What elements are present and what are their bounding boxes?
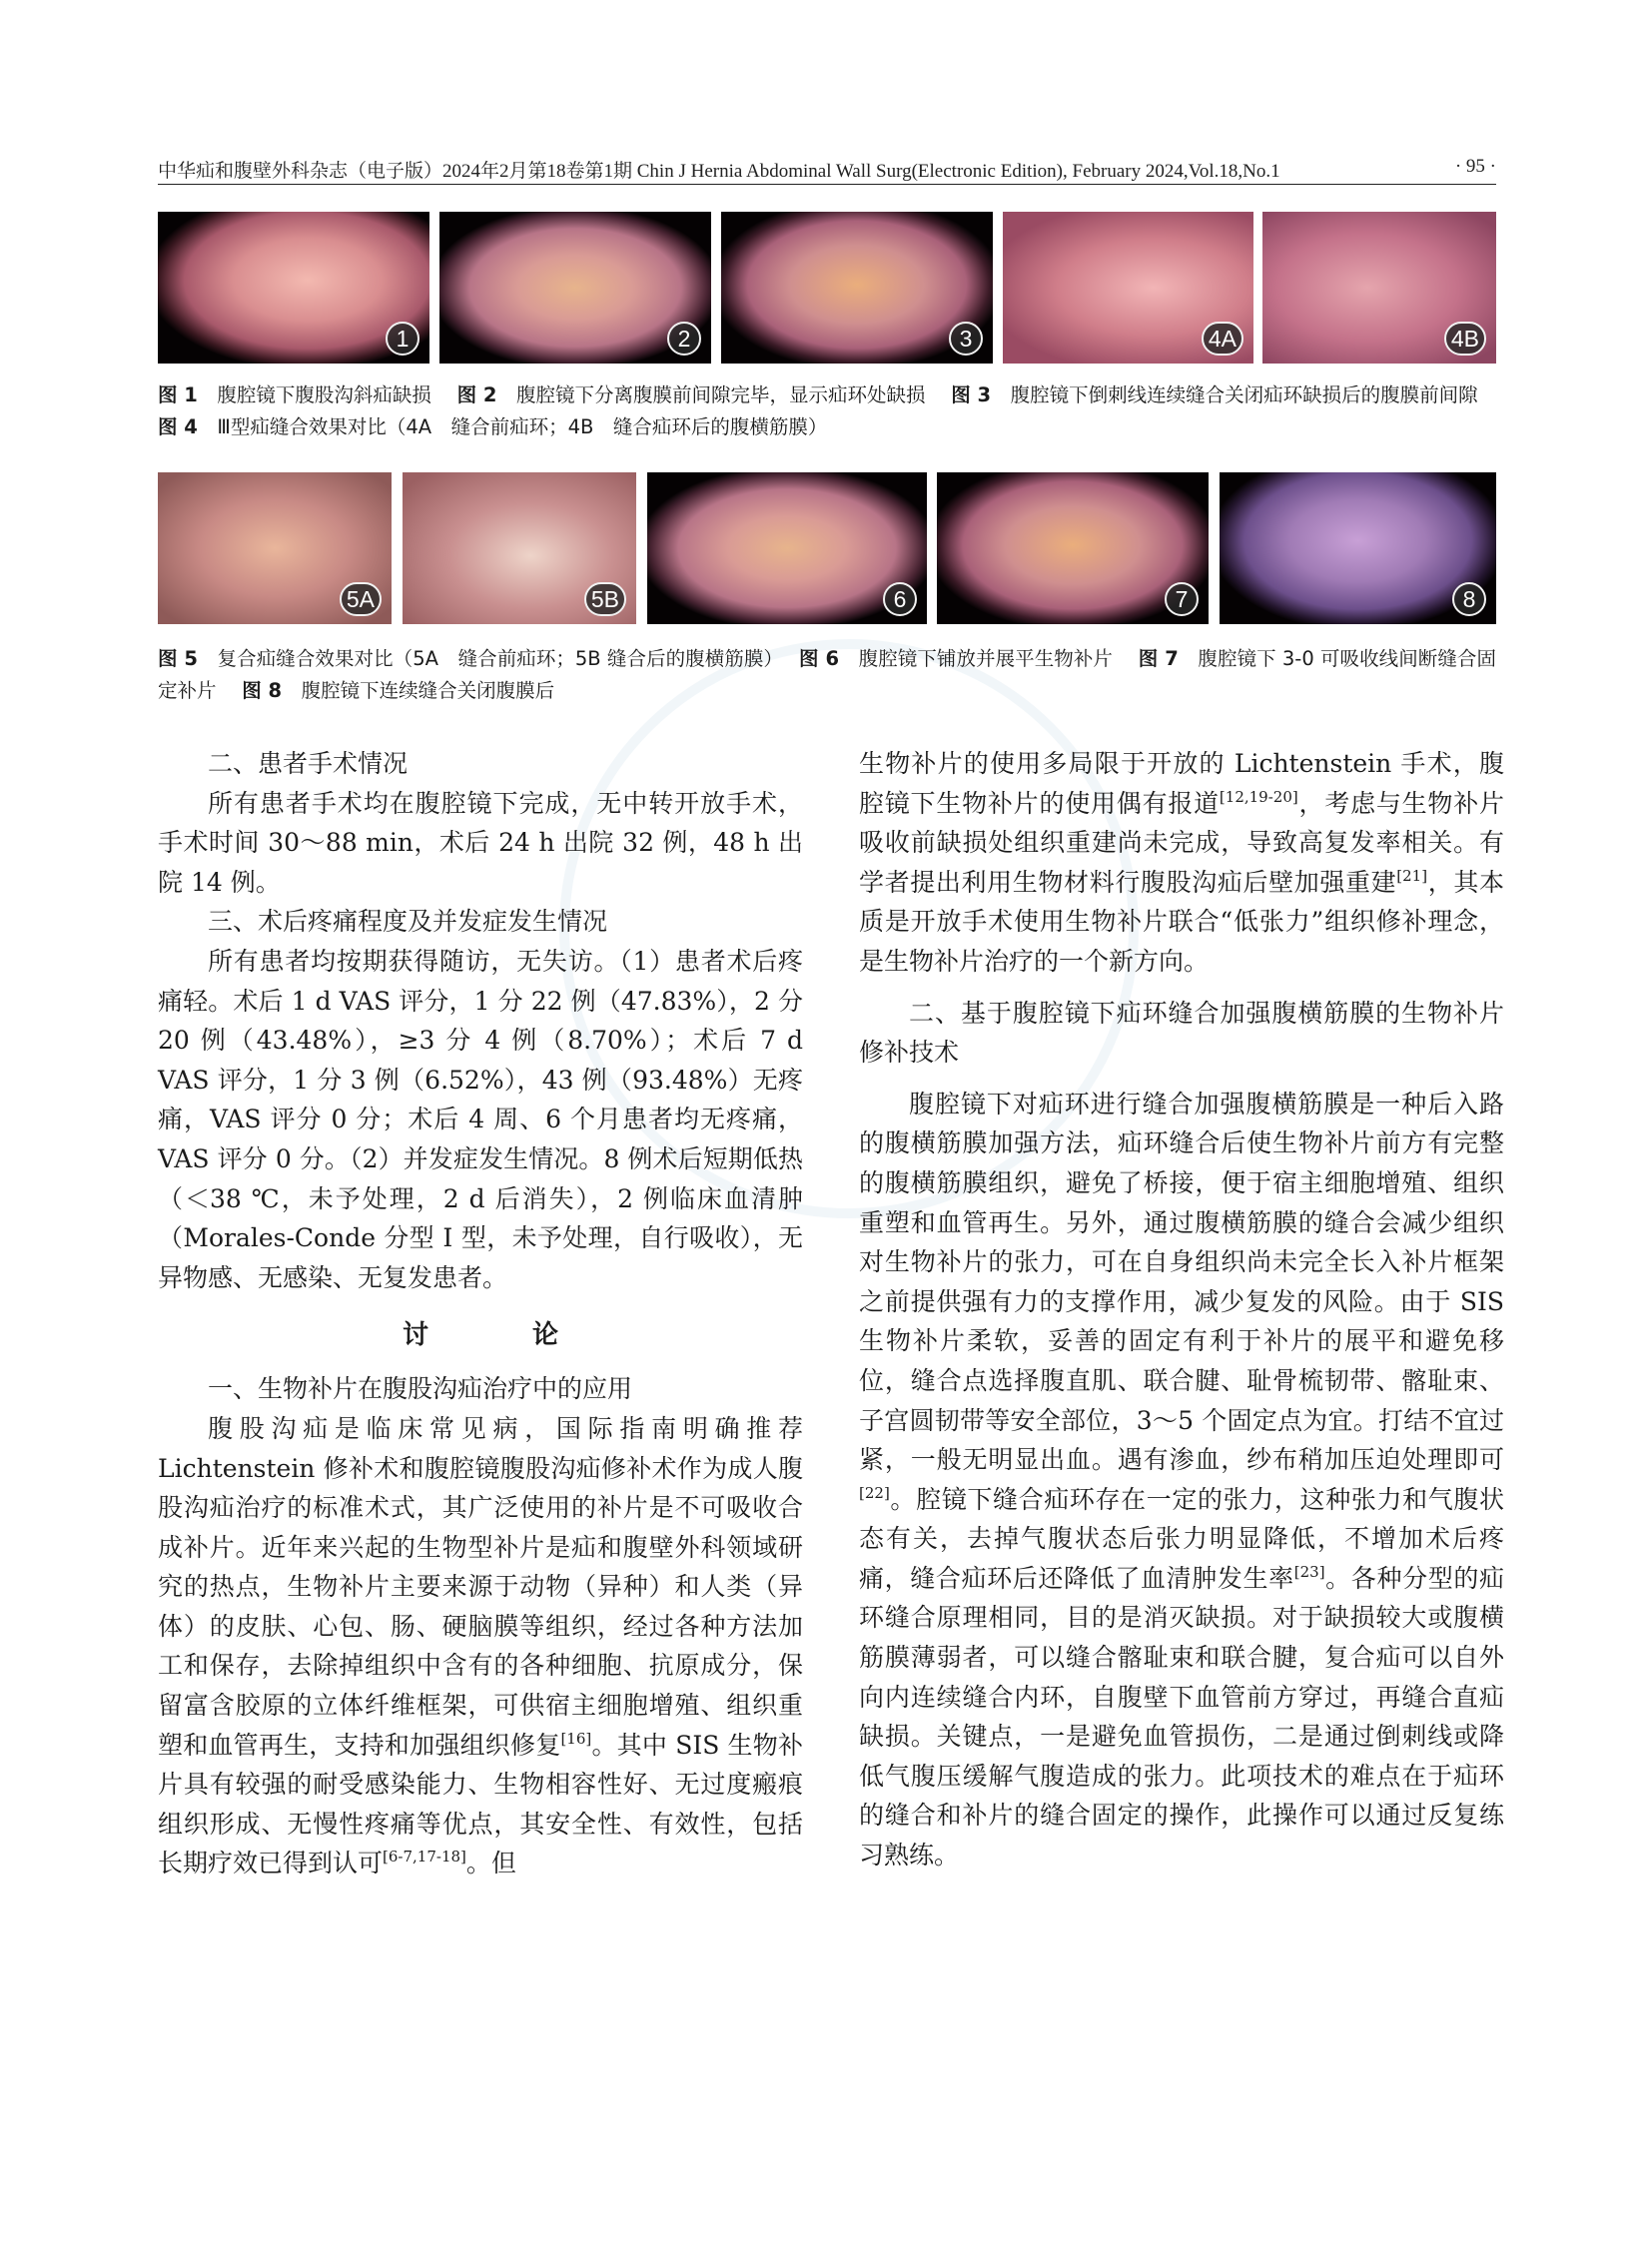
caption-text: 腹腔镜下腹股沟斜疝缺损 bbox=[217, 383, 431, 406]
right-column bbox=[859, 744, 1504, 1875]
caption-label: 图 3 bbox=[951, 383, 992, 406]
figure-7-image bbox=[937, 472, 1209, 624]
figure-badge: 8 bbox=[1452, 582, 1486, 616]
figure-badge: 6 bbox=[883, 582, 917, 616]
page-number: · 95 · bbox=[1454, 156, 1496, 177]
caption-text: Ⅲ型疝缝合效果对比（4A 缝合前疝环；4B 缝合疝环后的腹横筋膜） bbox=[217, 415, 828, 438]
citation-ref: [22] bbox=[859, 1483, 890, 1502]
caption-text: 腹腔镜下 3-0 可吸收线间断缝合固定补片 bbox=[158, 647, 1496, 702]
figure-caption-1 bbox=[158, 379, 1496, 443]
figure-4b-image bbox=[1262, 212, 1496, 364]
text-run: 。各种分型的疝环缝合原理相同，目的是消灭缺损。对于缺损较大或腹横筋膜薄弱者，可以缝合髂耻束和联合腱，复合疝可以自外向内连续缝合内环，自腹壁下血管前方穿过，再缝合直疝缺损。关键点，一是避免血管损伤，二是通过倒刺线或降低气腹压缓解气腹造成的张力。此项技术的难点在于疝环的缝合和补片的缝合固定的操作，此操作可以通过反复练习熟练。 bbox=[859, 1563, 1504, 1870]
figure-caption-2 bbox=[158, 643, 1496, 707]
paragraph-bio bbox=[158, 1409, 803, 1883]
caption-label: 图 6 bbox=[799, 647, 840, 670]
caption-label: 图 8 bbox=[242, 679, 283, 702]
section-heading-surgery: 二、患者手术情况 bbox=[208, 749, 409, 778]
figure-6-image bbox=[647, 472, 927, 624]
caption-label: 图 7 bbox=[1138, 647, 1179, 670]
text-run: 生物补片的使用多局限于开放的 Lichtenstein 手术，腹腔镜下生物补片的使用偶有报道 bbox=[859, 749, 1504, 818]
paragraph-pain: 所有患者均按期获得随访，无失访。（1）患者术后疼痛轻。术后 1 d VAS 评分，1 分 22 例（47.83%），2 分 20 例（43.48%），≥3 分 4 例（8.70%）；术后 7 d VAS 评分，1 分 3 例（6.52%），43 例（93.48%）无疼痛，VAS 评分 0 分；术后 4 周、6 个月患者均无疼痛，VAS 评分 0 分。（2）并发症发生情况。8 例术后短期低热（＜38 ℃，未予处理，2 d 后消失），2 例临床血清肿（Morales-Conde 分型 Ⅰ 型，未予处理，自行吸收），无异物感、无感染、无复发患者。 bbox=[158, 946, 803, 1292]
figure-3-image bbox=[721, 212, 993, 364]
caption-text: 复合疝缝合效果对比（5A 缝合前疝环；5B 缝合后的腹横筋膜） bbox=[217, 647, 774, 670]
figure-badge: 4B bbox=[1444, 322, 1486, 356]
citation-ref: [21] bbox=[1396, 866, 1428, 885]
citation-ref: [16] bbox=[560, 1729, 592, 1748]
paragraph-bio-continued bbox=[859, 744, 1504, 982]
figure-badge: 7 bbox=[1165, 582, 1199, 616]
discussion-heading: 讨 论 bbox=[402, 1320, 597, 1351]
figure-5b-image bbox=[403, 472, 636, 624]
caption-label: 图 5 bbox=[158, 647, 198, 670]
left-column bbox=[158, 744, 803, 1883]
text-run: 。但 bbox=[465, 1849, 516, 1878]
section-heading-bio: 一、生物补片在腹股沟疝治疗中的应用 bbox=[208, 1374, 633, 1404]
text-run: ，其本质是开放手术使用生物补片联合“低张力”组织修补理念，是生物补片治疗的一个新方向。 bbox=[859, 867, 1504, 976]
caption-label: 图 1 bbox=[158, 383, 198, 406]
section-heading-pain: 三、术后疼痛程度及并发症发生情况 bbox=[208, 907, 608, 937]
figure-8-image bbox=[1220, 472, 1496, 624]
caption-text: 腹腔镜下分离腹膜前间隙完毕，显示疝环处缺损 bbox=[515, 383, 926, 406]
figure-badge: 4A bbox=[1202, 322, 1243, 356]
caption-text: 腹腔镜下倒刺线连续缝合关闭疝环缺损后的腹膜前间隙 bbox=[1010, 383, 1478, 406]
citation-ref: [23] bbox=[1293, 1562, 1325, 1581]
caption-label: 图 2 bbox=[456, 383, 497, 406]
figure-badge: 3 bbox=[949, 322, 983, 356]
caption-text: 腹腔镜下连续缝合关闭腹膜后 bbox=[301, 679, 555, 702]
figure-badge: 2 bbox=[667, 322, 701, 356]
figure-4a-image bbox=[1003, 212, 1253, 364]
figure-badge: 1 bbox=[386, 322, 419, 356]
paragraph-surgery: 所有患者手术均在腹腔镜下完成，无中转开放手术，手术时间 30～88 min，术后 24 h 出院 32 例，48 h 出院 14 例。 bbox=[158, 788, 803, 897]
citation-ref: [6-7,17-18] bbox=[383, 1848, 466, 1867]
text-run: 腹腔镜下对疝环进行缝合加强腹横筋膜是一种后入路的腹横筋膜加强方法，疝环缝合后使生物补片前方有完整的腹横筋膜组织，避免了桥接，便于宿主细胞增殖、组织重塑和血管再生。另外，通过腹横筋膜的缝合会减少组织对生物补片的张力，可在自身组织尚未完全长入补片框架之前提供强有力的支撑作用，减少复发的风险。由于 SIS 生物补片柔软，妥善的固定有利于补片的展平和避免移位，缝合点选择腹直肌、联合腱、耻骨梳韧带、髂耻束、子宫圆韧带等安全部位，3～5 个固定点为宜。打结不宜过紧，一般无明显出血。遇有渗血，纱布稍加压迫处理即可 bbox=[859, 1089, 1504, 1475]
text-run: 。其中 SIS 生物补片具有较强的耐受感染能力、生物相容性好、无过度瘢痕组织形成、无慢性疼痛等优点，其安全性、有效性，包括长期疗效已得到认可 bbox=[158, 1730, 803, 1878]
caption-label: 图 4 bbox=[158, 415, 198, 438]
figure-2-image bbox=[439, 212, 711, 364]
section-heading-technique: 二、基于腹腔镜下疝环缝合加强腹横筋膜的生物补片修补技术 bbox=[859, 998, 1504, 1068]
text-run: 腹股沟疝是临床常见病，国际指南明确推荐 Lichtenstein 修补术和腹腔镜腹股沟疝修补术作为成人腹股沟疝治疗的标准术式，其广泛使用的补片是不可吸收合成补片。近年来兴起的生物型补片是疝和腹壁外科领域研究的热点，生物补片主要来源于动物（异种）和人类（异体）的皮肤、心包、肠、硬脑膜等组织，经过各种方法加工和保存，去除掉组织中含有的各种细胞、抗原成分，保留富含胶原的立体纤维框架，可供宿主细胞增殖、组织重塑和血管再生，支持和加强组织修复 bbox=[158, 1413, 803, 1760]
running-header bbox=[158, 150, 1496, 185]
figure-badge: 5A bbox=[340, 582, 382, 616]
journal-citation: 中华疝和腹壁外科杂志（电子版）2024年2月第18卷第1期 Chin J Hernia Abdominal Wall Surg(Electronic Edition), February 2024,Vol.18,No.1 bbox=[158, 161, 1280, 182]
paragraph-technique bbox=[859, 1085, 1504, 1875]
text-run: 。腔镜下缝合疝环存在一定的张力，这种张力和气腹状态有关，去掉气腹状态后张力明显降低，不增加术后疼痛，缝合疝环后还降低了血清肿发生率 bbox=[859, 1484, 1504, 1593]
figure-5a-image bbox=[158, 472, 392, 624]
text-run: ，考虑与生物补片吸收前缺损处组织重建尚未完成，导致高复发率相关。有学者提出利用生物材料行腹股沟疝后壁加强重建 bbox=[859, 788, 1504, 897]
citation-ref: [12,19-20] bbox=[1219, 787, 1298, 806]
figure-badge: 5B bbox=[584, 582, 626, 616]
figure-1-image bbox=[158, 212, 429, 364]
caption-text: 腹腔镜下铺放并展平生物补片 bbox=[858, 647, 1113, 670]
